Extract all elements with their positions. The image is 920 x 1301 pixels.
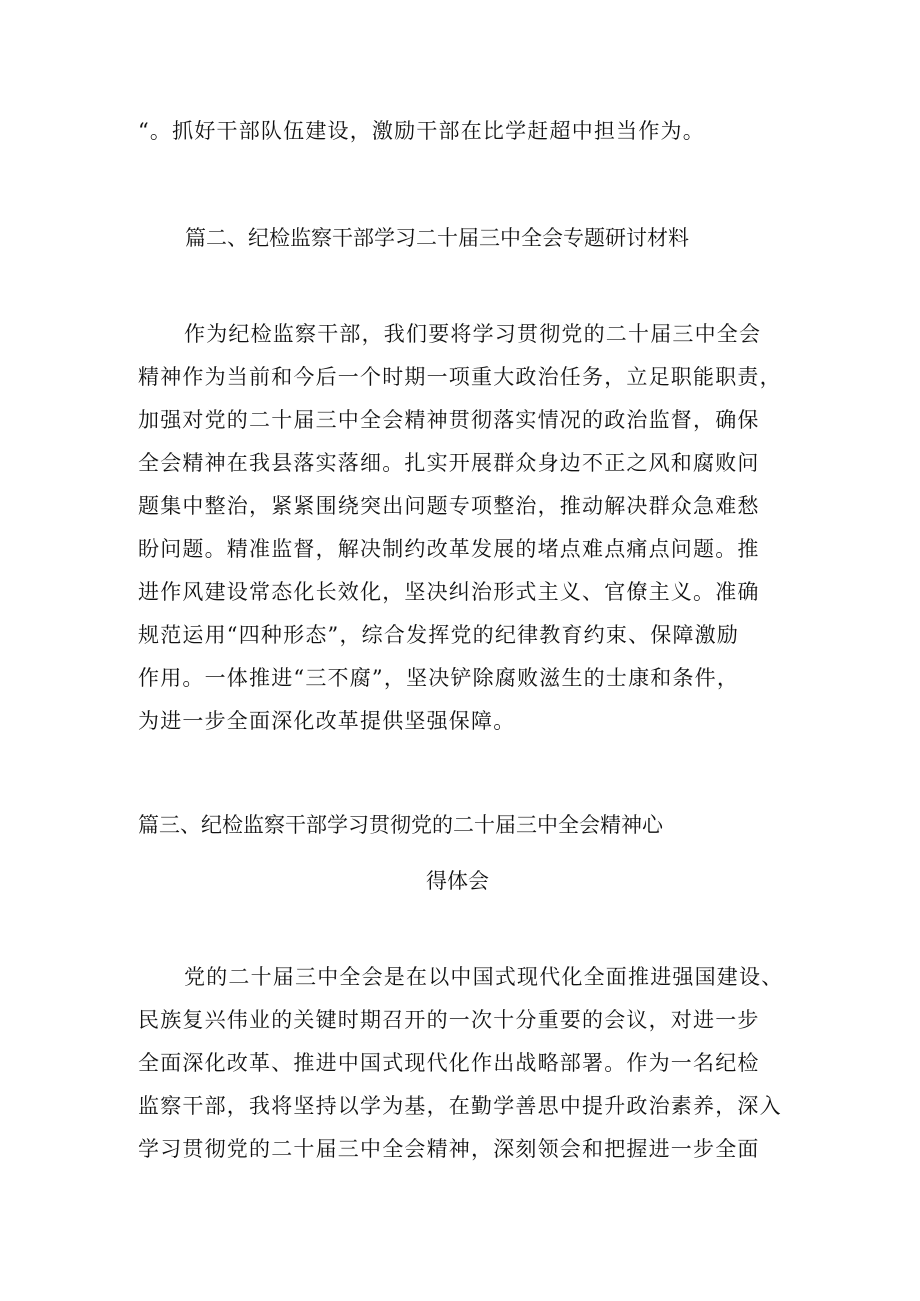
- section-2-title: 篇二、纪检监察干部学习二十届三中全会专题研讨材料: [185, 226, 689, 250]
- section-3-title: 篇三、纪检监察干部学习贯彻党的二十届三中全会精神心: [138, 813, 663, 837]
- paragraph-line: 监察干部，我将坚持以学为基，在勤学善思中提升政治素养，深入: [138, 1094, 782, 1118]
- continuation-line: “。抓好干部队伍建设，激励干部在比学赶超中担当作为。: [138, 119, 705, 143]
- paragraph-line: 作用。一体推进“三不腐”，坚决铲除腐败滋生的士康和条件，: [138, 666, 740, 690]
- paragraph-line: 民族复兴伟业的关键时期召开的一次十分重要的会议，对进一步: [138, 1008, 760, 1032]
- paragraph-line: 精神作为当前和今后一个时期一项重大政治任务，立足职能职责，: [138, 365, 782, 389]
- section-3-title-continued: 得体会: [426, 869, 489, 893]
- paragraph-line: 加强对党的二十届三中全会精神贯彻落实情况的政治监督，确保: [138, 408, 760, 432]
- paragraph-line: 全会精神在我县落实落细。扎实开展群众身边不正之风和腐败问: [138, 451, 760, 475]
- paragraph-line: 为进一步全面深化改革提供坚强保障。: [138, 709, 516, 733]
- paragraph-line: 作为纪检监察干部，我们要将学习贯彻党的二十届三中全会: [184, 322, 762, 346]
- paragraph-line: 盼问题。精准监督，解决制约改革发展的堵点难点痛点问题。推: [138, 537, 760, 561]
- paragraph-line: 规范运用“四种形态”，综合发挥党的纪律教育约束、保障激励: [138, 623, 740, 647]
- paragraph-line: 全面深化改革、推进中国式现代化作出战略部署。作为一名纪检: [138, 1051, 760, 1075]
- paragraph-line: 进作风建设常态化长效化，坚决纠治形式主义、官僚主义。准确: [138, 580, 760, 604]
- paragraph-line: 学习贯彻党的二十届三中全会精神，深刻领会和把握进一步全面: [138, 1137, 760, 1161]
- paragraph-line: 题集中整治，紧紧围绕突出问题专项整治，推动解决群众急难愁: [138, 494, 760, 518]
- paragraph-line: 党的二十届三中全会是在以中国式现代化全面推进强国建设、: [184, 965, 784, 989]
